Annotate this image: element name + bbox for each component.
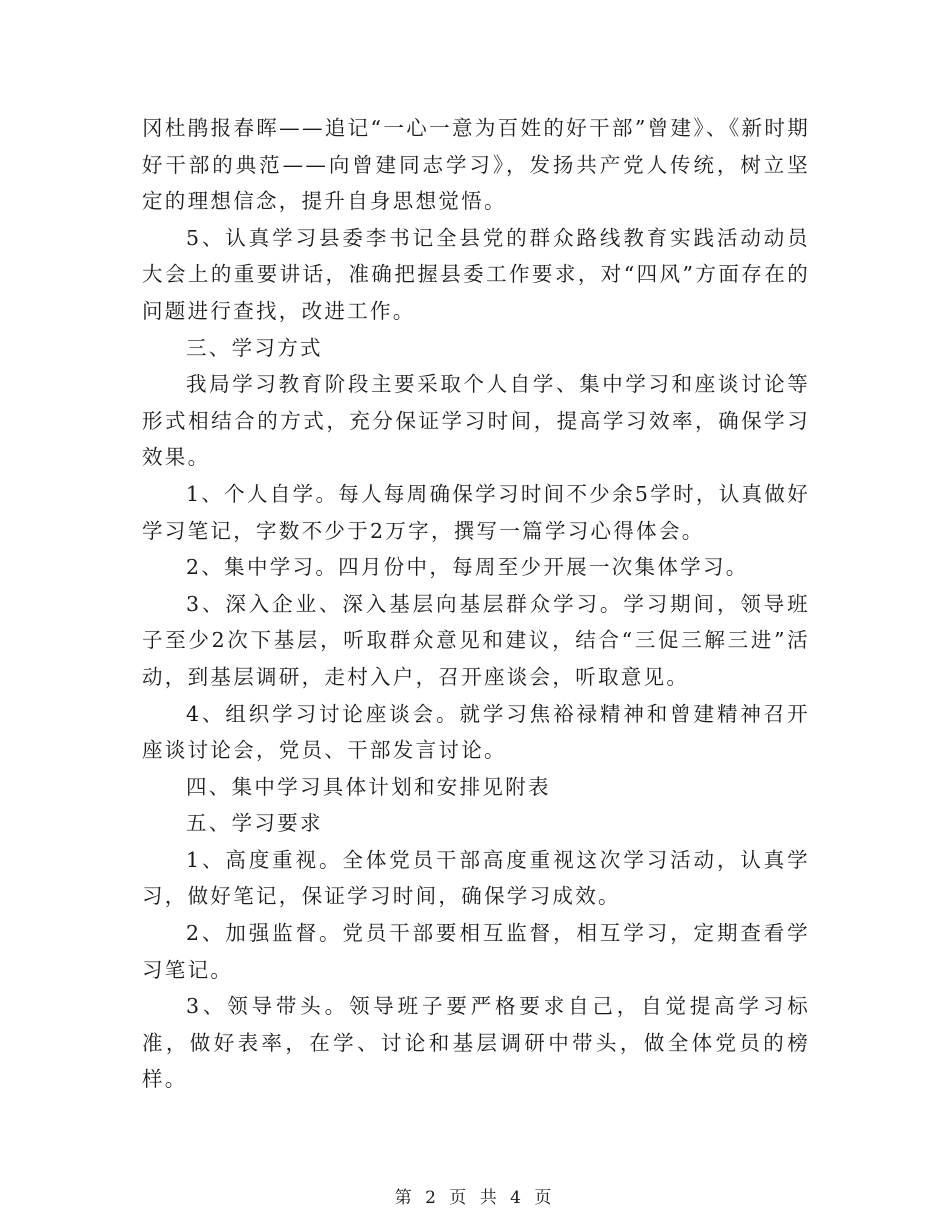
paragraph-method-intro: 我局学习教育阶段主要采取个人自学、集中学习和座谈讨论等形式相结合的方式，充分保证学习时间，提高学习效率，确保学习效果。 (142, 372, 810, 470)
paragraph-item-5: 5、认真学习县委李书记全县党的群众路线教育实践活动动员大会上的重要讲话，准确把握县委工作要求，对“四风”方面存在的问题进行查找，改进工作。 (142, 225, 810, 323)
paragraph-self-study: 1、个人自学。每人每周确保学习时间不少余5学时，认真做好学习笔记，字数不少于2万字，撰写一篇学习心得体会。 (142, 481, 810, 543)
section-heading-study-method: 三、学习方式 (186, 335, 323, 360)
paragraph-requirement-attention: 1、高度重视。全体党员干部高度重视这次学习活动，认真学习，做好笔记，保证学习时间，确保学习成效。 (142, 847, 810, 909)
document-body (142, 110, 810, 1098)
section-heading-schedule: 四、集中学习具体计划和安排见附表 (186, 774, 551, 799)
paragraph-group-study: 2、集中学习。四月份中，每周至少开展一次集体学习。 (186, 555, 749, 580)
page-number-footer: 第 2 页 共 4 页 (394, 1188, 556, 1208)
paragraph-grassroots-study: 3、深入企业、深入基层向基层群众学习。学习期间，领导班子至少2次下基层，听取群众意见和建议，结合“三促三解三进”活动，到基层调研，走村入户，召开座谈会，听取意见。 (142, 591, 810, 689)
section-heading-requirements: 五、学习要求 (186, 811, 323, 836)
paragraph-requirement-supervision: 2、加强监督。党员干部要相互监督，相互学习，定期查看学习笔记。 (142, 921, 810, 982)
paragraph-continuation: 冈杜鹃报春晖——追记“一心一意为百姓的好干部”曾建》、《新时期好干部的典范——向曾建同志学习》，发扬共产党人传统，树立坚定的理想信念，提升自身思想觉悟。 (142, 116, 810, 214)
paragraph-requirement-leadership: 3、领导带头。领导班子要严格要求自己，自觉提高学习标准，做好表率，在学、讨论和基层调研中带头，做全体党员的榜样。 (142, 994, 810, 1092)
paragraph-discussion-meeting: 4、组织学习讨论座谈会。就学习焦裕禄精神和曾建精神召开座谈讨论会，党员、干部发言讨论。 (142, 701, 810, 763)
